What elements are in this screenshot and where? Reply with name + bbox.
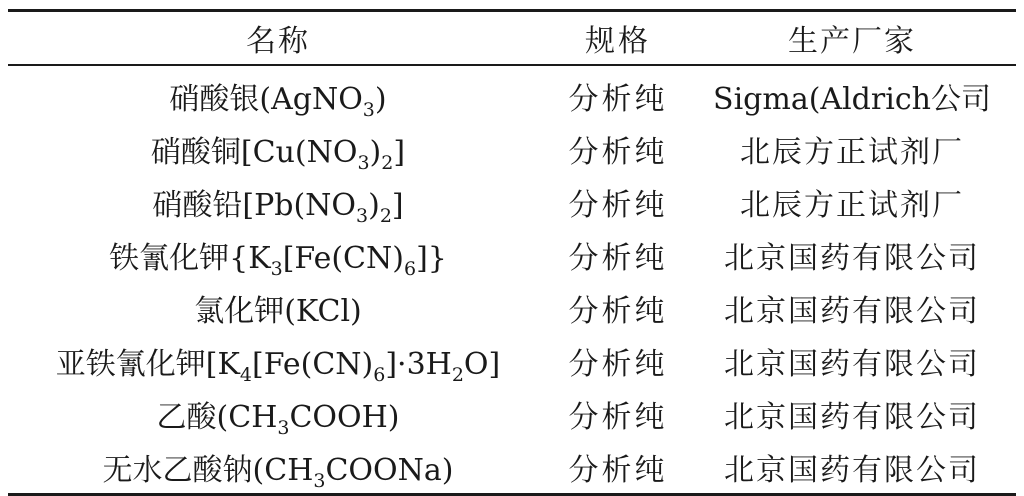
formula-subscript: 3 (357, 152, 370, 175)
formula-text: 铁氰化钾{K (109, 241, 271, 277)
table-row (8, 176, 1016, 229)
table-row (8, 65, 1016, 123)
cell-grade: 分析纯 (568, 188, 668, 224)
table-row (8, 282, 1016, 335)
formula-subscript: 3 (270, 258, 283, 281)
cell-grade: 分析纯 (568, 346, 668, 382)
table-row (8, 387, 1016, 440)
formula-text: 硝酸银(AgNO (169, 82, 363, 118)
formula-text: COONa) (325, 452, 454, 488)
table-body (8, 65, 1016, 495)
header-manufacturer: 生产厂家 (788, 24, 916, 59)
formula-text: ) (368, 188, 380, 224)
formula-text: O] (463, 346, 501, 382)
cell-grade: 分析纯 (568, 452, 668, 488)
header-row (8, 11, 1016, 66)
cell-manufacturer: 北京国药有限公司 (724, 399, 980, 435)
formula-text: ]·3H (385, 346, 452, 382)
cell-grade: 分析纯 (568, 135, 668, 171)
formula-text: ] (393, 135, 406, 171)
formula-subscript: 2 (381, 152, 394, 175)
formula-text: 无水乙酸钠(CH (102, 452, 314, 488)
formula-text: [Fe(CN) (251, 346, 374, 382)
formula-subscript: 6 (403, 258, 417, 281)
formula-subscript: 4 (239, 363, 252, 386)
cell-reagent-name (8, 387, 548, 440)
cell-grade: 分析纯 (568, 241, 668, 277)
table-row (8, 123, 1016, 176)
cell-manufacturer: 北京国药有限公司 (724, 452, 980, 488)
cell-manufacturer: 北辰方正试剂厂 (740, 188, 964, 224)
formula-subscript: 2 (451, 363, 464, 386)
reagent-table (8, 9, 1016, 496)
table-header (8, 11, 1016, 66)
table-row (8, 229, 1016, 282)
table-row (8, 334, 1016, 387)
formula-subscript: 3 (362, 99, 375, 122)
cell-reagent-name (8, 282, 548, 335)
cell-reagent-name (8, 440, 548, 494)
formula-text: 亚铁氰化钾[K (55, 346, 240, 382)
cell-reagent-name (8, 176, 548, 229)
formula-text: 硝酸铅[Pb(NO (152, 188, 357, 224)
formula-text: [Fe(CN) (282, 241, 404, 277)
formula-text: ]} (416, 241, 447, 277)
formula-subscript: 3 (356, 205, 369, 228)
cell-reagent-name (8, 65, 548, 123)
cell-manufacturer: 北京国药有限公司 (724, 294, 980, 329)
formula-text: ] (391, 188, 404, 224)
header-name: 名称 (246, 24, 310, 59)
cell-reagent-name (8, 123, 548, 176)
formula-subscript: 6 (373, 363, 386, 386)
cell-grade: 分析纯 (568, 82, 668, 118)
cell-manufacturer: 北京国药有限公司 (724, 241, 980, 277)
formula-text: COOH) (289, 399, 400, 435)
cell-manufacturer: 北京国药有限公司 (724, 346, 980, 382)
table-row (8, 440, 1016, 494)
formula-text: ) (374, 82, 387, 118)
header-grade: 规格 (585, 24, 651, 59)
formula-subscript: 2 (379, 205, 392, 228)
cell-grade: 分析纯 (568, 294, 668, 329)
formula-text: ) (369, 135, 382, 171)
cell-grade: 分析纯 (568, 399, 668, 435)
cell-manufacturer: 北辰方正试剂厂 (740, 135, 964, 171)
formula-text: 乙酸(CH (156, 399, 278, 435)
cell-reagent-name (8, 334, 548, 387)
formula-subscript: 3 (277, 416, 290, 439)
cell-reagent-name (8, 229, 548, 282)
cell-manufacturer: Sigma(Aldrich公司 (713, 82, 991, 118)
formula-text: 硝酸铜[Cu(NO (150, 135, 358, 171)
reagent-table-container (8, 9, 1016, 496)
formula-text: 氯化钾(KCl) (194, 294, 362, 329)
formula-subscript: 3 (313, 469, 326, 492)
